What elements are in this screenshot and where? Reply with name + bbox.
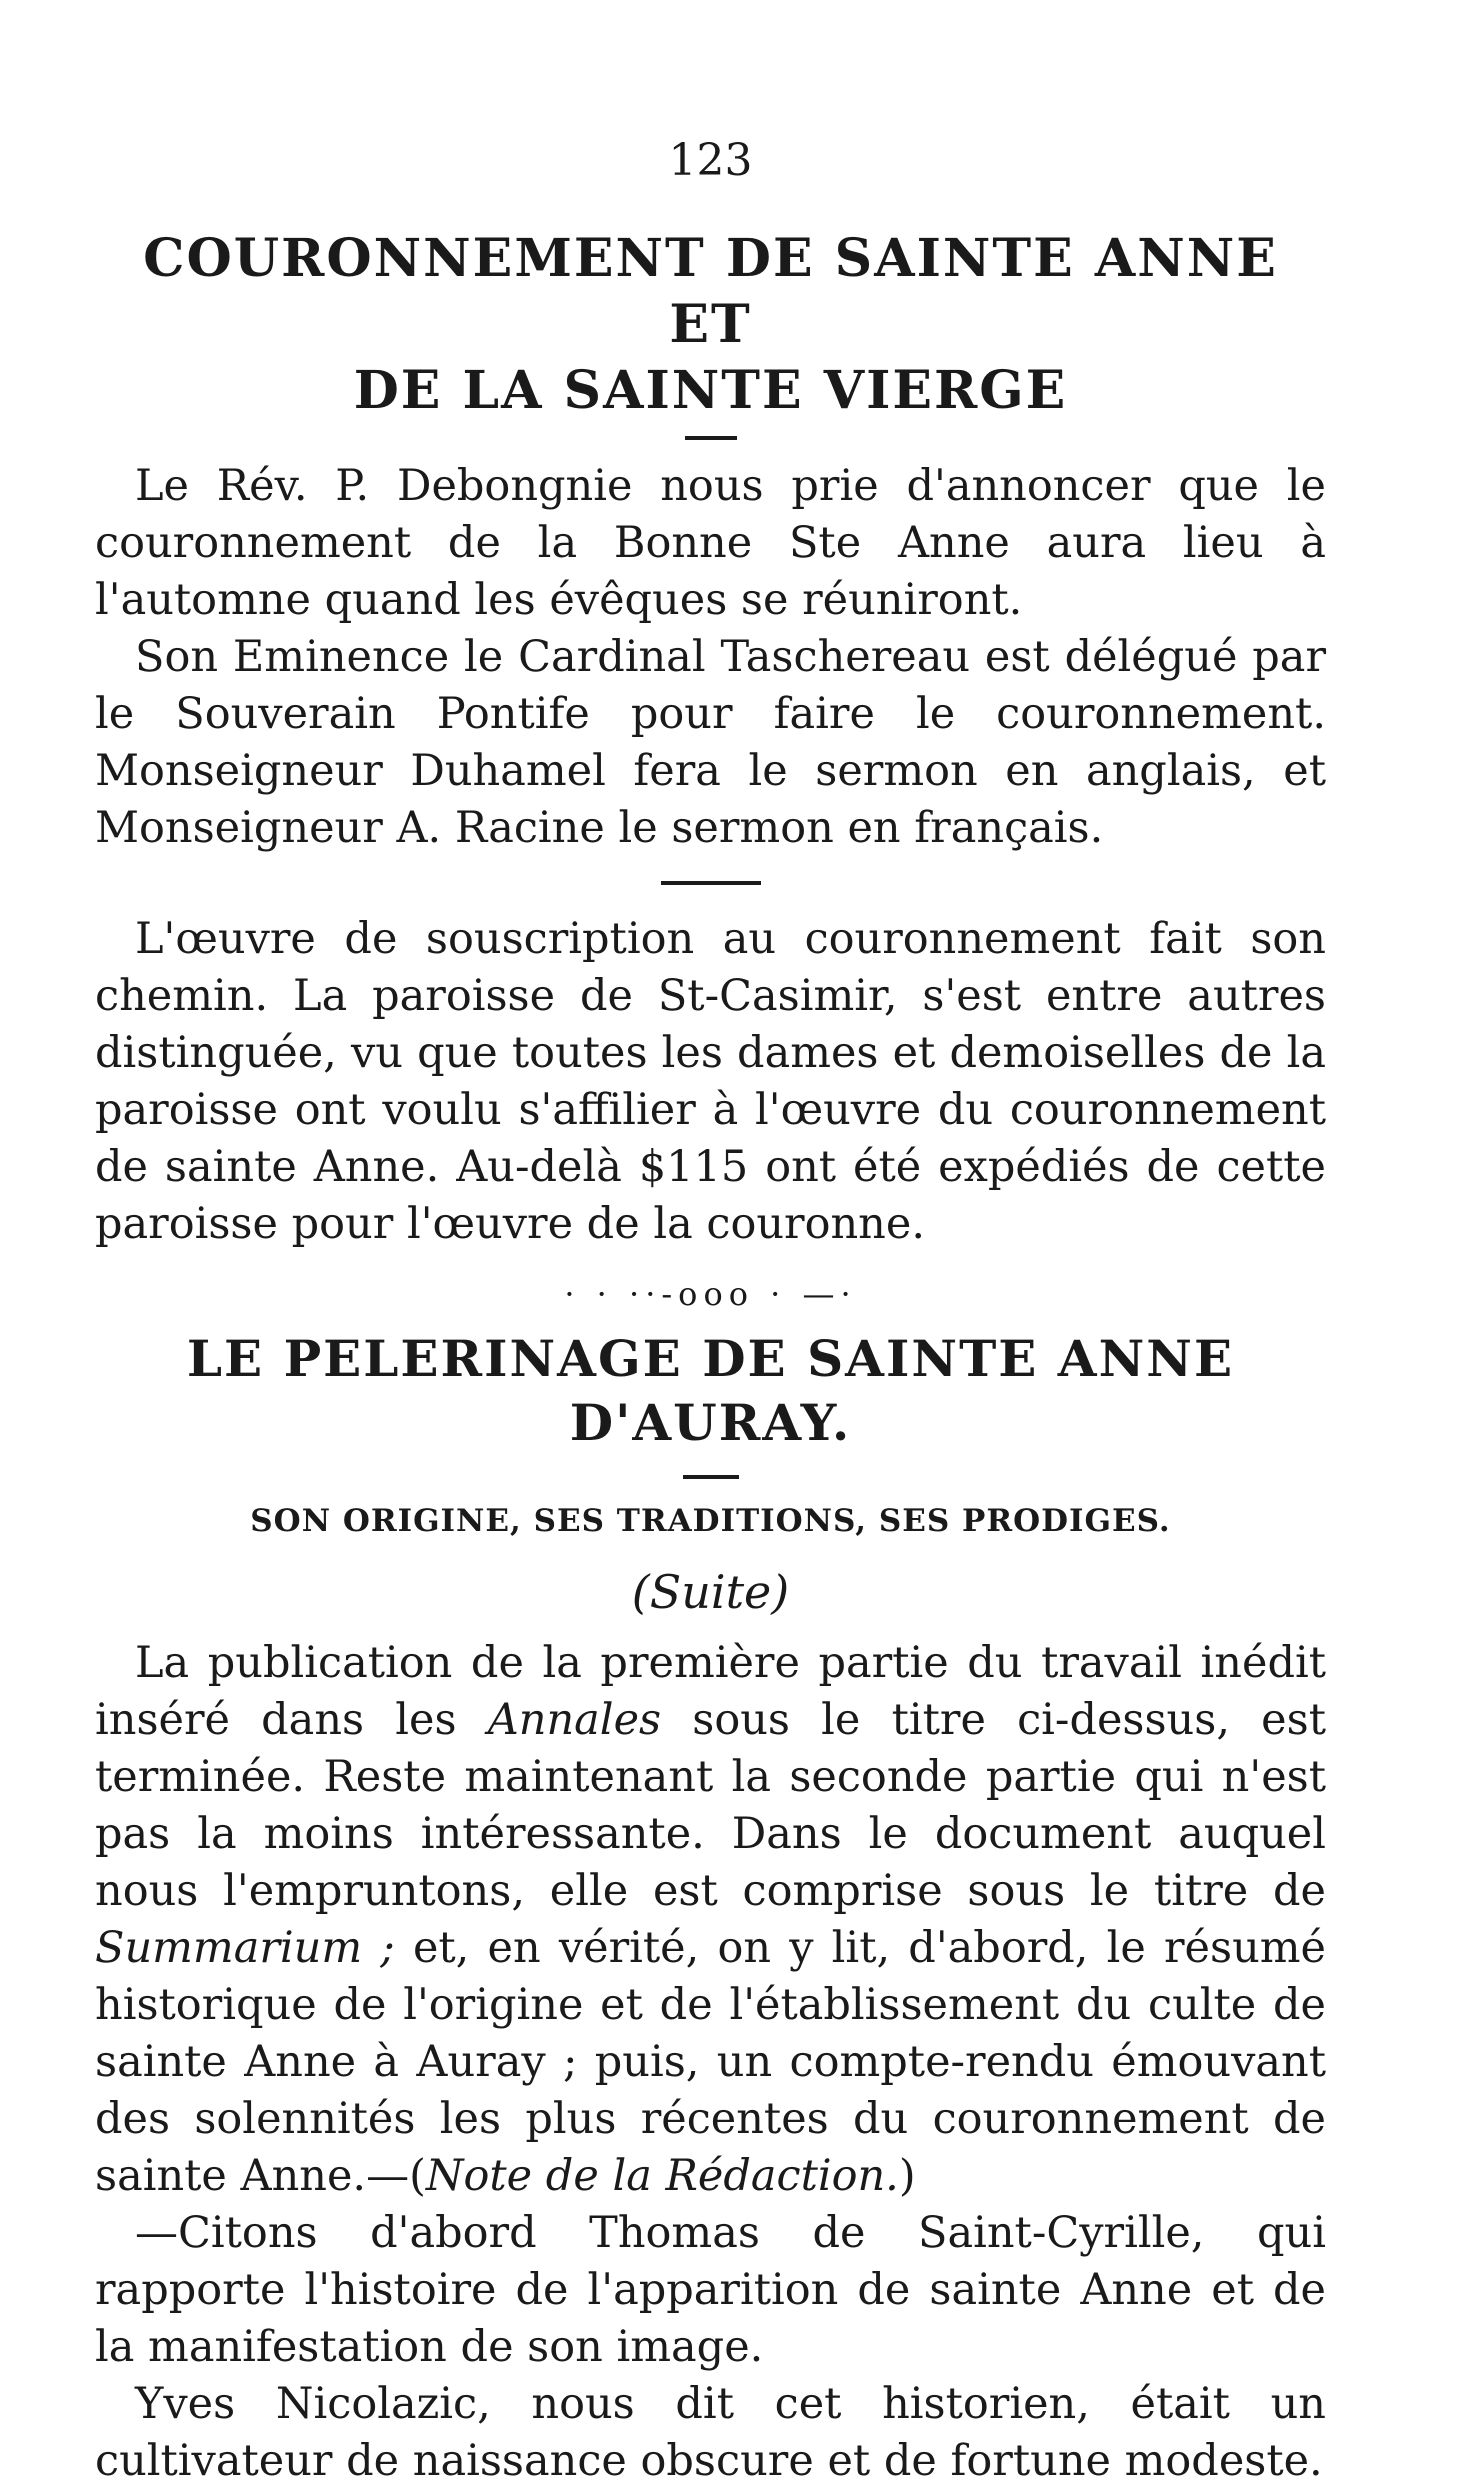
paragraph-nicolazic: Yves Nicolazic, nous dit cet historien, était un cultivateur de naissance obscure et de fortune modeste. (95, 2379, 1326, 2486)
paragraph-souscription: L'œuvre de souscription au couronnement fait son chemin. La paroisse de St-Casimir, s'est entre autres distinguée, vu que toutes les dames et demoiselles de la paroisse ont voulu s'affilier à l'œuvre du couronnement de sainte Anne. Au-delà $115 ont été expédiés de cette paroisse pour l'œuvre de la couronne. (95, 914, 1326, 1249)
paragraph-cardinal: Son Eminence le Cardinal Taschereau est délégué par le Souverain Pontife pour faire le couronnement. Monseigneur Duhamel fera le sermon en anglais, et Monseigneur A. Racine le sermon en français. (95, 632, 1326, 853)
intro-text-1: La publication de la première partie du travail inédit inséré dans les (95, 1638, 1326, 1745)
suite-label: (Suite) (631, 1565, 790, 1619)
divider-rule (661, 881, 761, 885)
ornament-separator: · · ··-ooo · —· (564, 1275, 857, 1313)
section2-dash (683, 1475, 739, 1479)
section1-title-line1: COURONNEMENT DE SAINTE ANNE ET (143, 228, 1278, 355)
section1-title-line2: DE LA SAINTE VIERGE (353, 360, 1068, 421)
intro-text-4: ) (898, 2151, 916, 2201)
section2-title: LE PELERINAGE DE SAINTE ANNE D'AURAY. (186, 1329, 1235, 1452)
section2-subtitle: SON ORIGINE, SES TRADITIONS, SES PRODIGES. (250, 1503, 1171, 1539)
paragraph-announcement: Le Rév. P. Debongnie nous prie d'annoncer que le couronnement de la Bonne Ste Anne aura lieu à l'automne quand les évêques se réuniront. (95, 461, 1326, 625)
paragraph-thomas: —Citons d'abord Thomas de Saint-Cyrille, qui rapporte l'histoire de l'apparition de sainte Anne et de la manifestation de son image. (95, 2208, 1326, 2372)
intro-text-3: et, en vérité, on y lit, d'abord, le résumé historique de l'origine et de l'établissement du culte de sainte Anne à Auray ; puis, un compte-rendu émouvant des solennités les plus récentes du couronnement de sainte Anne.—( (95, 1923, 1326, 2201)
intro-text-2: sous le titre ci-dessus, est terminée. Reste maintenant la seconde partie qui n'est pas la moins intéressante. Dans le document auquel nous l'empruntons, elle est comprise sous le titre de (95, 1695, 1326, 1916)
paragraph-intro (95, 1635, 1326, 2205)
title-dash (685, 436, 737, 440)
intro-summarium: Summarium ; (95, 1923, 395, 1973)
intro-note: Note de la Rédaction. (425, 2151, 899, 2201)
intro-annales: Annales (487, 1695, 662, 1745)
page-number: 123 (668, 135, 753, 186)
